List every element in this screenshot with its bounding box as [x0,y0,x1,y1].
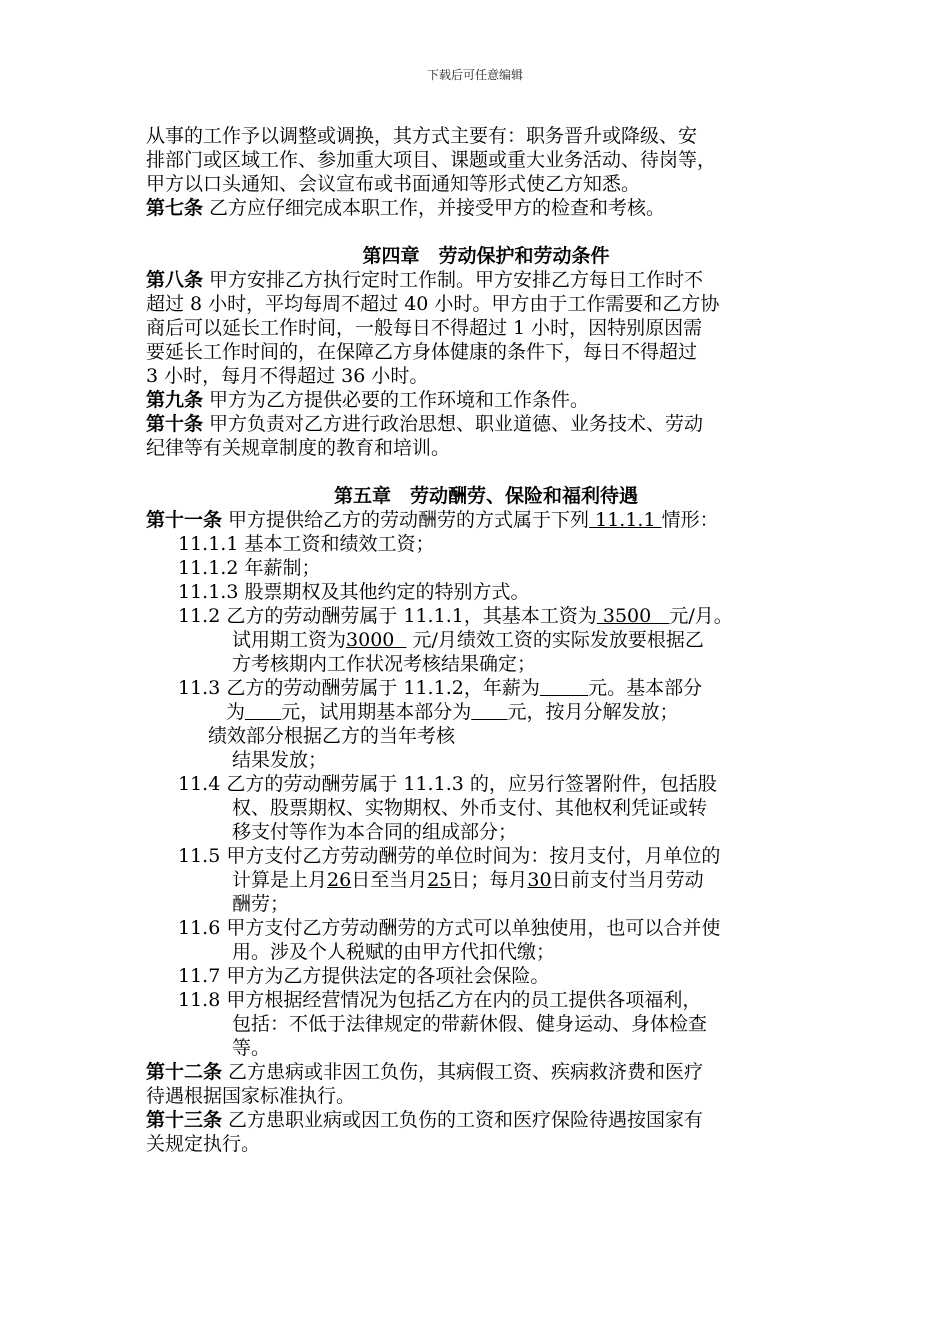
article-8-line: 超过 8 小时，平均每周不超过 40 小时。甲方由于工作需要和乙方协 [146,293,720,315]
article-text: 甲方提供给乙方的劳动酬劳的方式属于下列 [222,509,590,531]
article-title: 第七条 [146,197,204,219]
clause-11-5-line: 酬劳； [232,893,290,915]
clause-11-2-line [146,628,826,652]
article-12-line: 待遇根据国家标准执行。 [146,1085,356,1107]
clause-11-3-line [146,700,826,724]
clause-11-3-line: 绩效部分根据乙方的当年考核 [208,725,456,747]
continued-paragraph-line: 甲方以口头通知、会议宣布或书面通知等形式使乙方知悉。 [146,173,641,195]
article-12 [146,1060,826,1084]
article-text: 情形： [661,509,719,531]
clause-11-2 [146,604,826,628]
article-8-line: 商后可以延长工作时间，一般每日不得超过 1 小时，因特别原因需 [146,317,703,339]
clause-11-1-1: 11.1.1 基本工资和绩效工资； [178,533,435,555]
fill-in-blank [540,677,588,699]
article-title: 第十条 [146,413,204,435]
clause-11-4-line: 权、股票期权、实物期权、外币支付、其他权利凭证或转 [232,797,708,819]
page-header: 下载后可任意编辑 [426,68,523,82]
chapter-5-heading: 第五章 劳动酬劳、保险和福利待遇 [333,485,638,507]
clause-text: 元，试用期基本部分为 [281,701,472,723]
clause-text: 元。基本部分 [588,677,703,699]
clause-11-6-line: 用。涉及个人税赋的由甲方代扣代缴； [232,941,556,963]
fill-in-blank: 3000 [346,629,407,651]
article-8 [146,268,826,292]
article-text: 乙方患病或非因工负伤，其病假工资、疾病救济费和医疗 [222,1061,704,1083]
clause-text: 11.2 乙方的劳动酬劳属于 11.1.1，其基本工资为 [178,605,597,627]
clause-11-4: 11.4 乙方的劳动酬劳属于 11.1.3 的，应另行签署附件，包括股 [178,773,717,795]
article-text: 甲方为乙方提供必要的工作环境和工作条件。 [203,389,590,411]
clause-11-5: 11.5 甲方支付乙方劳动酬劳的单位时间为：按月支付，月单位的 [178,845,721,867]
clause-text: 11.3 乙方的劳动酬劳属于 11.1.2，年薪为 [178,677,540,699]
clause-text: 元/月。 [669,605,733,627]
clause-text: 日前支付当月劳动 [551,869,704,891]
fill-in-blank: 11.1.1 [589,509,662,531]
article-11 [146,508,826,532]
article-10-line: 纪律等有关规章制度的教育和培训。 [146,437,451,459]
article-text: 乙方患职业病或因工负伤的工资和医疗保险待遇按国家有 [222,1109,704,1131]
clause-text: 元/月绩效工资的实际发放要根据乙 [406,629,704,651]
article-13-line: 关规定执行。 [146,1133,261,1155]
fill-in-blank: 3500 [596,605,670,627]
article-13 [146,1108,826,1132]
article-title: 第八条 [146,269,204,291]
clause-11-1-2: 11.1.2 年薪制； [178,557,321,579]
fill-in-blank: 25 [427,869,452,891]
clause-text: 计算是上月 [232,869,328,891]
article-8-line: 要延长工作时间的，在保障乙方身体健康的条件下，每日不得超过 [146,341,698,363]
clause-11-4-line: 移支付等作为本合同的组成部分； [232,821,518,843]
article-title: 第十二条 [146,1061,223,1083]
clause-11-3 [146,676,826,700]
article-10 [146,412,826,436]
article-7 [146,196,826,220]
article-9 [146,388,826,412]
clause-11-3-line: 结果发放； [232,749,328,771]
continued-paragraph-line: 从事的工作予以调整或调换，其方式主要有：职务晋升或降级、安 [146,125,698,147]
document-body [146,124,826,1156]
clause-11-8: 11.8 甲方根据经营情况为包括乙方在内的员工提供各项福利， [178,989,702,1011]
clause-text: 试用期工资为 [232,629,347,651]
clause-text: 日至当月 [351,869,428,891]
clause-11-8-line: 包括：不低于法律规定的带薪休假、健身运动、身体检查 [232,1013,708,1035]
fill-in-blank: 26 [327,869,352,891]
article-text: 甲方安排乙方执行定时工作制。甲方安排乙方每日工作时不 [203,269,704,291]
clause-11-6: 11.6 甲方支付乙方劳动酬劳的方式可以单独使用，也可以合并使 [178,917,721,939]
clause-11-1-3: 11.1.3 股票期权及其他约定的特别方式。 [178,581,530,603]
article-title: 第九条 [146,389,204,411]
clause-11-8-line: 等。 [232,1037,271,1059]
clause-text: 元，按月分解发放； [507,701,679,723]
article-title: 第十一条 [146,509,223,531]
article-text: 乙方应仔细完成本职工作，并接受甲方的检查和考核。 [203,197,666,219]
fill-in-blank [245,701,281,723]
clause-text: 日；每月 [451,869,528,891]
article-8-line: 3 小时，每月不得超过 36 小时。 [146,365,429,387]
fill-in-blank [471,701,507,723]
clause-text: 为 [226,701,246,723]
fill-in-blank: 30 [527,869,552,891]
chapter-4-heading: 第四章 劳动保护和劳动条件 [362,245,610,267]
clause-11-5-line [146,868,826,892]
continued-paragraph-line: 排部门或区域工作、参加重大项目、课题或重大业务活动、待岗等， [146,149,717,171]
clause-11-2-line: 方考核期内工作状况考核结果确定； [232,653,537,675]
article-text: 甲方负责对乙方进行政治思想、职业道德、业务技术、劳动 [203,413,704,435]
article-title: 第十三条 [146,1109,223,1131]
clause-11-7: 11.7 甲方为乙方提供法定的各项社会保险。 [178,965,550,987]
